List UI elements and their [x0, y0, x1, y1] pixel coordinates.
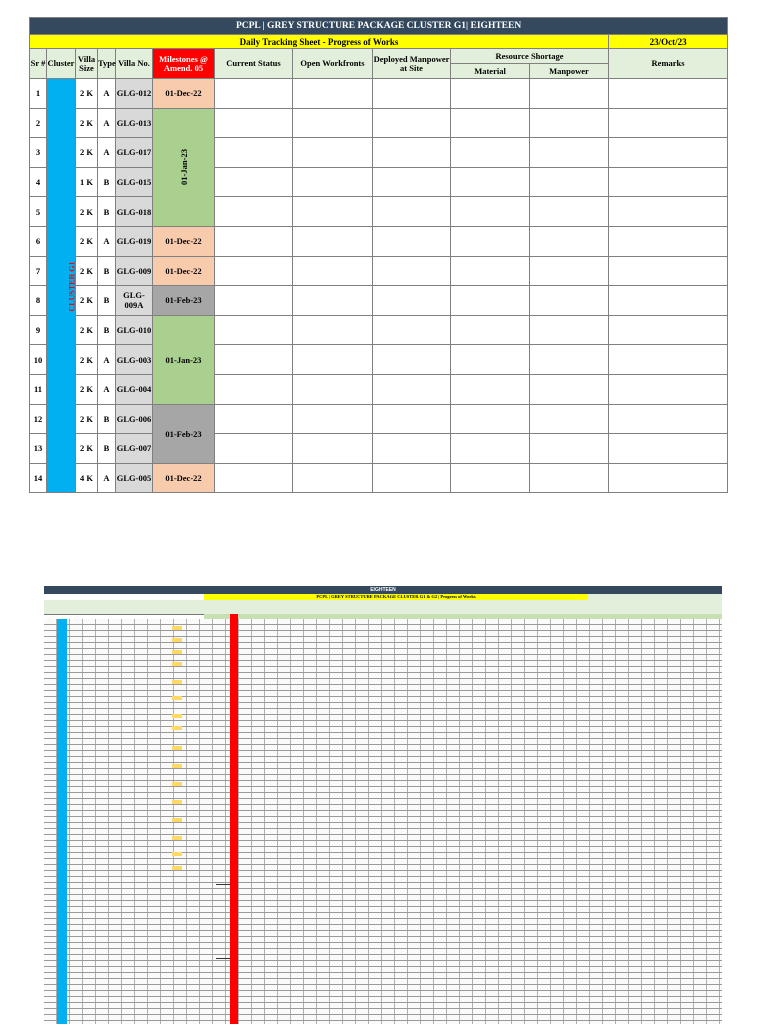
- cell-type: B: [98, 256, 116, 286]
- highlight-cell: [172, 662, 182, 666]
- detail-sheet-header-row: [44, 600, 722, 615]
- cell-type: A: [98, 374, 116, 404]
- detail-sheet-title: EIGHTEEN: [44, 586, 722, 594]
- cell-open-workfronts[interactable]: [293, 197, 373, 227]
- cell-open-workfronts[interactable]: [293, 79, 373, 109]
- group-divider: [216, 958, 230, 959]
- cell-open-workfronts[interactable]: [293, 404, 373, 434]
- highlight-cell: [172, 836, 182, 840]
- cell-cluster: [47, 79, 76, 493]
- cell-villa-size: 2 K: [76, 374, 98, 404]
- header-open-workfronts: Open Workfronts: [293, 49, 373, 79]
- cell-villa-no: GLG-006: [116, 404, 153, 434]
- cell-villa-size: 2 K: [76, 197, 98, 227]
- tracking-table: [29, 17, 728, 493]
- detail-sheet-cluster-bar: [57, 619, 67, 1024]
- cell-deployed-manpower[interactable]: [373, 315, 451, 345]
- cell-villa-size: 2 K: [76, 138, 98, 168]
- cell-remarks[interactable]: [609, 315, 728, 345]
- cell-manpower[interactable]: [530, 434, 609, 464]
- sheet-subtitle: Daily Tracking Sheet - Progress of Works: [30, 35, 609, 49]
- cell-remarks[interactable]: [609, 197, 728, 227]
- cell-villa-size: 2 K: [76, 434, 98, 464]
- table-row: [30, 286, 728, 316]
- cell-open-workfronts[interactable]: [293, 226, 373, 256]
- report-date: 23/Oct/23: [609, 35, 728, 49]
- header-type: Type: [98, 49, 116, 79]
- cell-milestone: [153, 108, 215, 226]
- header-villa-no: Villa No.: [116, 49, 153, 79]
- cell-material[interactable]: [451, 108, 530, 138]
- cell-open-workfronts[interactable]: [293, 256, 373, 286]
- cell-remarks[interactable]: [609, 345, 728, 375]
- milestone-date: 01-Dec-22: [165, 473, 202, 484]
- milestone-date: 01-Feb-23: [165, 295, 202, 306]
- cell-villa-no: GLG-009: [116, 256, 153, 286]
- cell-villa-size: 1 K: [76, 167, 98, 197]
- cell-remarks[interactable]: [609, 463, 728, 493]
- cell-material[interactable]: [451, 434, 530, 464]
- cell-manpower[interactable]: [530, 197, 609, 227]
- cell-open-workfronts[interactable]: [293, 286, 373, 316]
- cell-milestone: [153, 404, 215, 463]
- header-resource-shortage: Resource Shortage: [451, 49, 609, 64]
- cell-villa-no: GLG-004: [116, 374, 153, 404]
- cell-deployed-manpower[interactable]: [373, 108, 451, 138]
- cell-open-workfronts[interactable]: [293, 315, 373, 345]
- header-milestones-line2: Amend. 05: [163, 62, 204, 73]
- cell-remarks[interactable]: [609, 286, 728, 316]
- cell-type: A: [98, 226, 116, 256]
- cell-remarks[interactable]: [609, 108, 728, 138]
- cell-villa-size: 2 K: [76, 404, 98, 434]
- cell-sr: 7: [30, 256, 47, 286]
- cell-material[interactable]: [451, 404, 530, 434]
- cell-material[interactable]: [451, 197, 530, 227]
- cell-manpower[interactable]: [530, 226, 609, 256]
- header-deployed-manpower: Deployed Manpower at Site: [373, 49, 451, 79]
- detail-sheet-subtitle: PCPL | GREY STRUCTURE PACKAGE CLUSTER G1 & G2 | Progress of Works: [204, 594, 588, 600]
- cell-material[interactable]: [451, 226, 530, 256]
- cell-milestone: [153, 463, 215, 493]
- cell-villa-size: 2 K: [76, 345, 98, 375]
- cell-villa-size: 2 K: [76, 108, 98, 138]
- cell-villa-no: GLG-019: [116, 226, 153, 256]
- cell-current-status[interactable]: [215, 463, 293, 493]
- cell-villa-no: GLG-015: [116, 167, 153, 197]
- cell-villa-no: GLG-007: [116, 434, 153, 464]
- milestone-date: 01-Jan-23: [165, 354, 202, 365]
- cell-deployed-manpower[interactable]: [373, 79, 451, 109]
- milestone-date: 01-Dec-22: [165, 236, 202, 247]
- cell-current-status[interactable]: [215, 374, 293, 404]
- cell-remarks[interactable]: [609, 167, 728, 197]
- table-row: [30, 404, 728, 434]
- cell-milestone: [153, 256, 215, 286]
- header-material: Material: [451, 64, 530, 79]
- cell-open-workfronts[interactable]: [293, 434, 373, 464]
- cell-remarks[interactable]: [609, 256, 728, 286]
- table-row: [30, 374, 728, 404]
- cell-current-status[interactable]: [215, 226, 293, 256]
- highlight-cell: [172, 650, 182, 654]
- cell-deployed-manpower[interactable]: [373, 226, 451, 256]
- cell-villa-no: GLG-005: [116, 463, 153, 493]
- cell-sr: 11: [30, 374, 47, 404]
- cell-milestone: [153, 226, 215, 256]
- cell-manpower[interactable]: [530, 256, 609, 286]
- cell-type: A: [98, 108, 116, 138]
- cell-current-status[interactable]: [215, 404, 293, 434]
- cell-remarks[interactable]: [609, 404, 728, 434]
- cell-villa-no: GLG-013: [116, 108, 153, 138]
- detail-sheet: [44, 586, 722, 1024]
- header-milestones-line1: Milestones @: [159, 53, 208, 64]
- table-row: [30, 226, 728, 256]
- highlight-cell: [172, 638, 182, 642]
- cell-deployed-manpower[interactable]: [373, 197, 451, 227]
- header-current-status: Current Status: [215, 49, 293, 79]
- cell-milestone: [153, 286, 215, 316]
- cell-manpower[interactable]: [530, 108, 609, 138]
- cell-type: B: [98, 434, 116, 464]
- cell-deployed-manpower[interactable]: [373, 167, 451, 197]
- cell-current-status[interactable]: [215, 79, 293, 109]
- cell-villa-size: 2 K: [76, 315, 98, 345]
- cell-manpower[interactable]: [530, 138, 609, 168]
- tracking-sheet: [29, 17, 727, 493]
- cell-current-status[interactable]: [215, 256, 293, 286]
- highlight-cell: [172, 800, 182, 804]
- cell-villa-size: 2 K: [76, 226, 98, 256]
- cell-deployed-manpower[interactable]: [373, 256, 451, 286]
- table-row: [30, 345, 728, 375]
- cell-deployed-manpower[interactable]: [373, 404, 451, 434]
- highlight-cell: [172, 852, 182, 856]
- cell-milestone: [153, 315, 215, 404]
- highlight-cell: [172, 866, 182, 870]
- cell-villa-size: 4 K: [76, 463, 98, 493]
- cell-remarks[interactable]: [609, 374, 728, 404]
- table-row: [30, 108, 728, 138]
- milestone-date: 01-Jan-23: [178, 149, 189, 186]
- cell-villa-no: GLG-003: [116, 345, 153, 375]
- cell-open-workfronts[interactable]: [293, 108, 373, 138]
- header-remarks: Remarks: [609, 49, 728, 79]
- cell-material[interactable]: [451, 315, 530, 345]
- milestone-date: 01-Feb-23: [165, 428, 202, 439]
- header-manpower: Manpower: [530, 64, 609, 79]
- cell-sr: 9: [30, 315, 47, 345]
- cell-type: B: [98, 286, 116, 316]
- cell-remarks[interactable]: [609, 79, 728, 109]
- cell-remarks[interactable]: [609, 434, 728, 464]
- highlight-cell: [172, 818, 182, 822]
- cell-type: B: [98, 197, 116, 227]
- cell-villa-no: GLG-017: [116, 138, 153, 168]
- cell-villa-no: GLG-018: [116, 197, 153, 227]
- cell-sr: 3: [30, 138, 47, 168]
- highlight-cell: [172, 680, 182, 684]
- cell-milestone: [153, 79, 215, 109]
- cell-open-workfronts[interactable]: [293, 374, 373, 404]
- cell-villa-no: GLG-010: [116, 315, 153, 345]
- cell-material[interactable]: [451, 256, 530, 286]
- highlight-cell: [172, 746, 182, 750]
- cell-manpower[interactable]: [530, 404, 609, 434]
- cell-deployed-manpower[interactable]: [373, 286, 451, 316]
- cell-type: A: [98, 463, 116, 493]
- cell-sr: 13: [30, 434, 47, 464]
- cell-current-status[interactable]: [215, 197, 293, 227]
- cell-deployed-manpower[interactable]: [373, 434, 451, 464]
- header-milestones: [153, 49, 215, 79]
- cell-manpower[interactable]: [530, 286, 609, 316]
- cell-type: B: [98, 404, 116, 434]
- cell-sr: 1: [30, 79, 47, 109]
- cell-type: B: [98, 315, 116, 345]
- group-divider: [216, 884, 230, 885]
- highlight-cell: [172, 782, 182, 786]
- cell-deployed-manpower[interactable]: [373, 345, 451, 375]
- cell-current-status[interactable]: [215, 345, 293, 375]
- cell-type: B: [98, 167, 116, 197]
- cell-sr: 12: [30, 404, 47, 434]
- highlight-cell: [172, 726, 182, 730]
- cell-open-workfronts[interactable]: [293, 167, 373, 197]
- cell-villa-size: 2 K: [76, 256, 98, 286]
- header-sr: Sr #: [30, 49, 47, 79]
- cell-current-status[interactable]: [215, 167, 293, 197]
- cell-manpower[interactable]: [530, 463, 609, 493]
- sheet-title: PCPL | GREY STRUCTURE PACKAGE CLUSTER G1| EIGHTEEN: [30, 18, 728, 35]
- milestone-date: 01-Dec-22: [165, 265, 202, 276]
- highlight-cell: [172, 764, 182, 768]
- table-row: [30, 434, 728, 464]
- table-row: [30, 79, 728, 109]
- cell-current-status[interactable]: [215, 315, 293, 345]
- cell-remarks[interactable]: [609, 226, 728, 256]
- cell-open-workfronts[interactable]: [293, 138, 373, 168]
- cell-open-workfronts[interactable]: [293, 463, 373, 493]
- cell-manpower[interactable]: [530, 345, 609, 375]
- cell-type: A: [98, 345, 116, 375]
- table-row: [30, 197, 728, 227]
- cell-sr: 4: [30, 167, 47, 197]
- highlight-cell: [172, 714, 182, 718]
- cell-villa-size: 2 K: [76, 79, 98, 109]
- table-row: [30, 463, 728, 493]
- cell-sr: 8: [30, 286, 47, 316]
- table-row: [30, 138, 728, 168]
- cell-current-status[interactable]: [215, 434, 293, 464]
- cell-material[interactable]: [451, 345, 530, 375]
- cell-current-status[interactable]: [215, 138, 293, 168]
- cell-sr: 14: [30, 463, 47, 493]
- cell-manpower[interactable]: [530, 374, 609, 404]
- cell-deployed-manpower[interactable]: [373, 138, 451, 168]
- cell-sr: 10: [30, 345, 47, 375]
- cell-sr: 5: [30, 197, 47, 227]
- table-row: [30, 256, 728, 286]
- cell-type: A: [98, 79, 116, 109]
- cell-villa-size: 2 K: [76, 286, 98, 316]
- highlight-cell: [172, 696, 182, 700]
- cell-material[interactable]: [451, 167, 530, 197]
- cell-sr: 2: [30, 108, 47, 138]
- cell-material[interactable]: [451, 374, 530, 404]
- cell-villa-no: GLG-012: [116, 79, 153, 109]
- header-villa-size: Villa Size: [76, 49, 98, 79]
- cell-material[interactable]: [451, 463, 530, 493]
- cell-material[interactable]: [451, 286, 530, 316]
- cell-manpower[interactable]: [530, 167, 609, 197]
- cell-type: A: [98, 138, 116, 168]
- milestone-date: 01-Dec-22: [165, 88, 202, 99]
- tracking-table-body: [30, 79, 728, 493]
- cell-current-status[interactable]: [215, 108, 293, 138]
- cell-material[interactable]: [451, 79, 530, 109]
- cluster-label: CLUSTER G1: [67, 261, 77, 312]
- cell-sr: 6: [30, 226, 47, 256]
- cell-manpower[interactable]: [530, 315, 609, 345]
- cell-villa-no: GLG-009A: [116, 286, 153, 316]
- table-row: [30, 315, 728, 345]
- cell-deployed-manpower[interactable]: [373, 463, 451, 493]
- cell-manpower[interactable]: [530, 79, 609, 109]
- highlight-cell: [172, 626, 182, 630]
- cell-deployed-manpower[interactable]: [373, 374, 451, 404]
- detail-sheet-grid: [44, 619, 722, 1024]
- table-row: [30, 167, 728, 197]
- cell-open-workfronts[interactable]: [293, 345, 373, 375]
- cell-remarks[interactable]: [609, 138, 728, 168]
- detail-sheet-milestone-bar: [230, 614, 238, 1024]
- cell-current-status[interactable]: [215, 286, 293, 316]
- cell-material[interactable]: [451, 138, 530, 168]
- header-cluster: Cluster: [47, 49, 76, 79]
